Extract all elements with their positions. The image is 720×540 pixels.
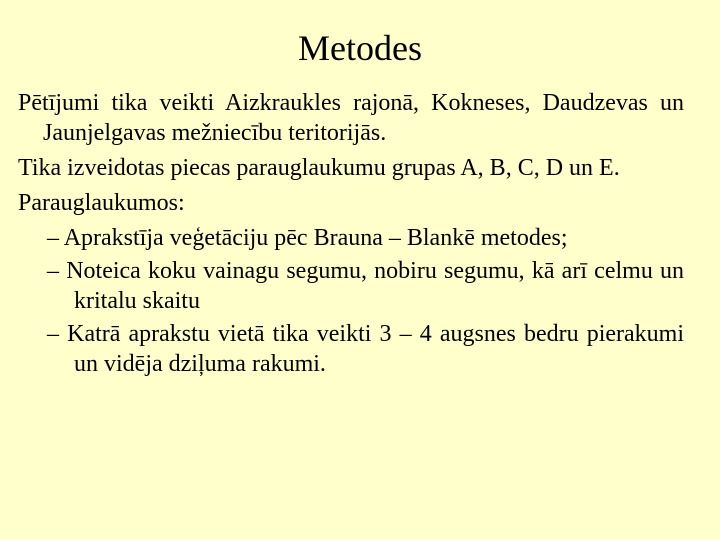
bullet-text: Noteica koku vainagu segumu, nobiru segumu, kā arī celmu un kritalu skaitu [66,258,685,314]
slide-body [18,88,684,382]
paragraph-plot-groups: Tika izveidotas piecas parauglaukumu grupas A, B, C, D un E. [18,155,620,181]
slide-title: Metodes [298,28,422,68]
bullet-item [47,319,684,379]
dash-marker: – [47,321,59,347]
dash-marker: – [47,258,59,284]
paragraph-plots-heading: Parauglaukumos: [18,190,185,216]
bullet-item [47,223,684,253]
dash-marker: – [47,225,59,251]
paragraph-study-area: Pētījumi tika veikti Aizkraukles rajonā, Kokneses, Daudzevas un Jaunjelgavas mežniecību teritorijās. [18,90,684,146]
bullet-item [47,256,684,316]
bullet-text: Aprakstīja veģetāciju pēc Brauna – Blankē metodes; [63,225,568,251]
bullet-text: Katrā aprakstu vietā tika veikti 3 – 4 augsnes bedru pierakumi un vidēja dziļuma rakumi. [67,321,684,377]
